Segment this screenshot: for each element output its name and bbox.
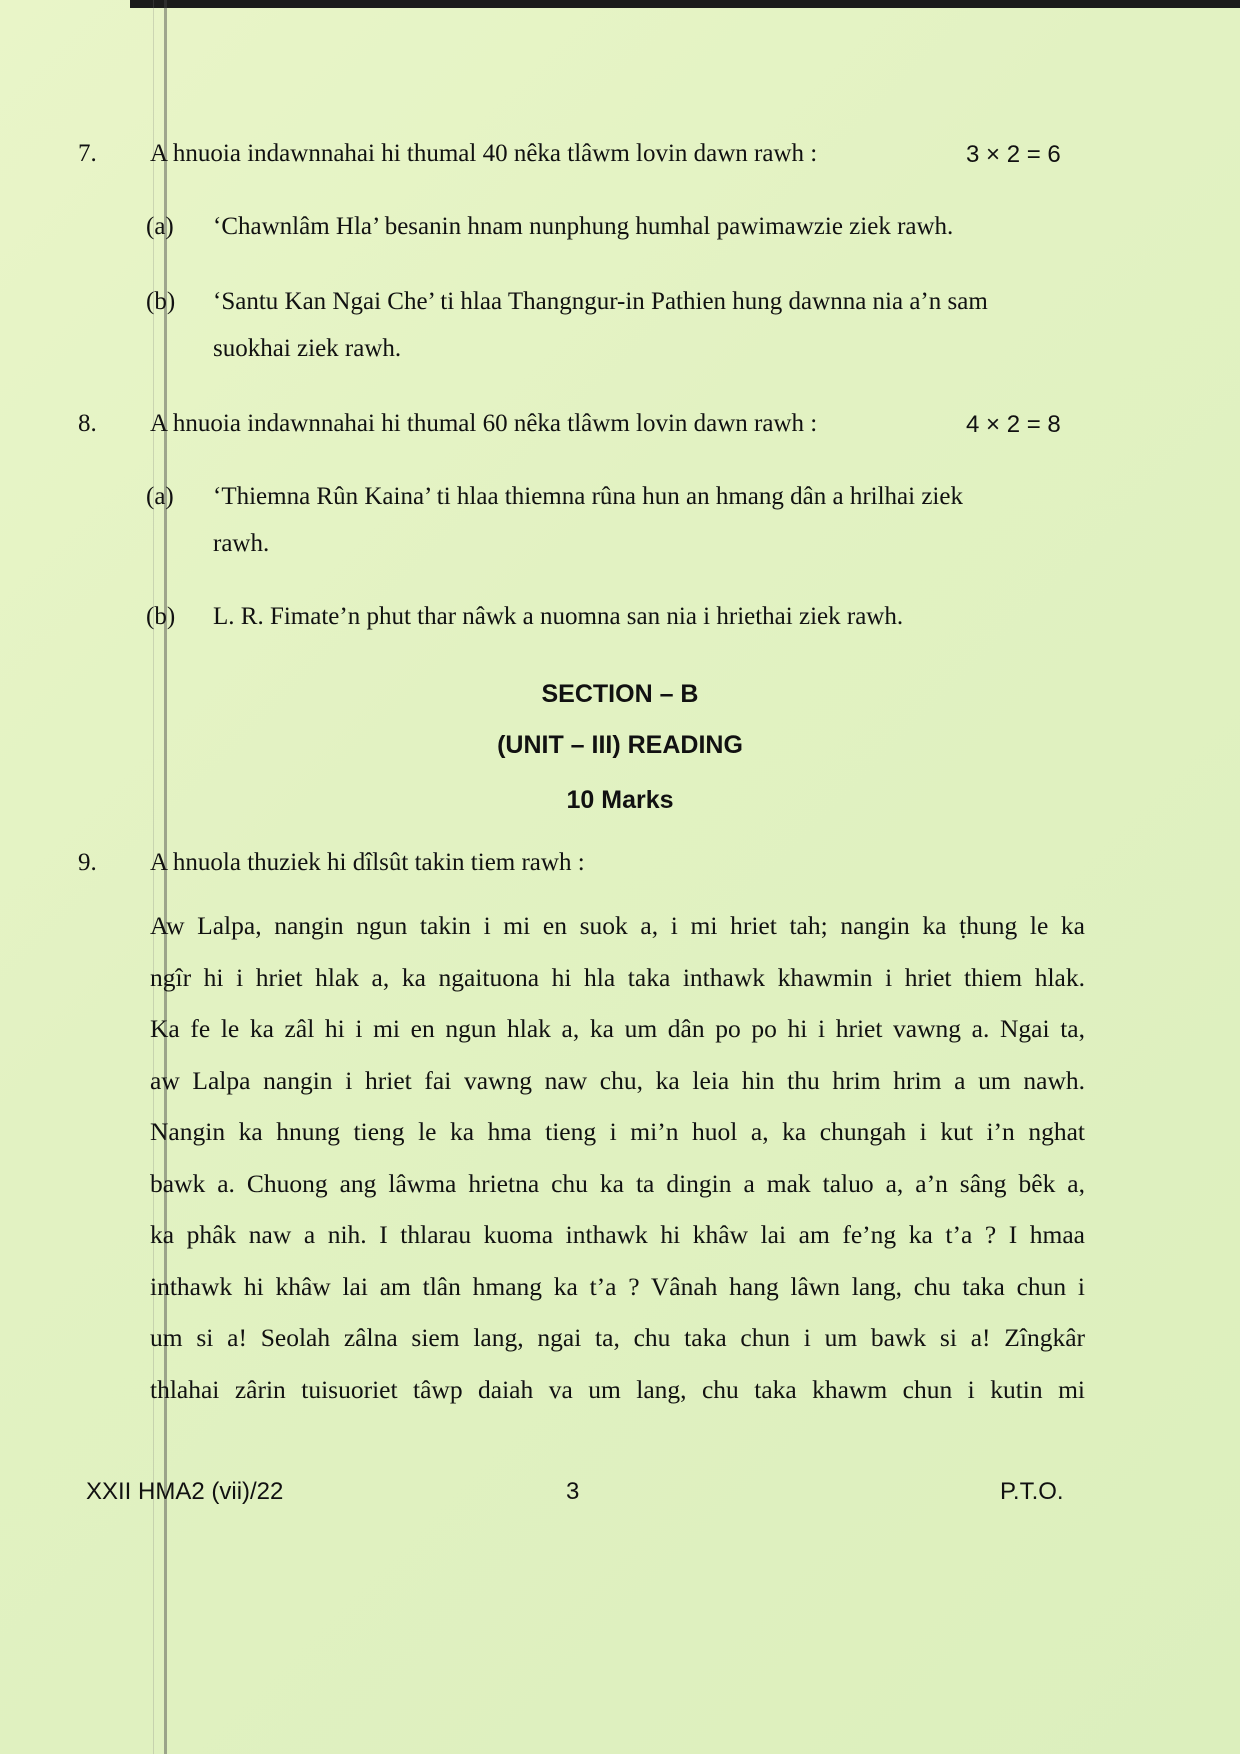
- passage-line: thlahai zârin tuisuoriet tâwp daiah va um lang, chu taka khawm chun i kutin mi: [150, 1374, 1085, 1404]
- passage-line: Aw Lalpa, nangin ngun takin i mi en suok a, i mi hriet tah; nangin ka ṭhung le ka: [150, 911, 1085, 940]
- part-text: ‘Thiemna Rûn Kaina’ ti hlaa thiemna rûna hun an hmang dân a hrilhai ziek: [213, 483, 963, 510]
- question-instruction: A hnuola thuziek hi dîlsût takin tiem rawh :: [150, 849, 585, 876]
- question-number: 8.: [78, 410, 97, 437]
- passage-line: ka phâk naw a nih. I thlarau kuoma inthawk hi khâw lai am fe’ng ka t’a ? I hmaa: [150, 1220, 1085, 1249]
- passage-line: bawk a. Chuong ang lâwma hrietna chu ka ta dingin a mak taluo a, a’n sâng bêk a,: [150, 1168, 1085, 1198]
- part-letter: (b): [146, 288, 176, 315]
- section-title: SECTION – B: [541, 680, 699, 708]
- part-text: L. R. Fimate’n phut thar nâwk a nuomna san nia i hriethai ziek rawh.: [213, 603, 904, 630]
- page-number: 3: [566, 1478, 580, 1505]
- top-border-line: [130, 0, 1240, 8]
- question-number: 9.: [78, 849, 97, 876]
- reading-passage: [150, 900, 1085, 1415]
- part-text: rawh.: [213, 530, 270, 557]
- question-marks: 3 × 2 = 6: [966, 141, 1061, 168]
- section-marks: 10 Marks: [566, 786, 674, 814]
- part-letter: (a): [146, 213, 174, 240]
- passage-line: Nangin ka hnung tieng le ka hma tieng i mi’n huol a, ka chungah i kut i’n nghat: [150, 1117, 1085, 1146]
- passage-line: aw Lalpa nangin i hriet fai vawng naw chu, ka leia hin thu hrim hrim a um nawh.: [150, 1065, 1085, 1095]
- passage-line: ngîr hi i hriet hlak a, ka ngaituona hi hla taka inthawk khawmin i hriet thiem hlak.: [150, 962, 1085, 992]
- part-text: suokhai ziek rawh.: [213, 335, 402, 362]
- part-text: ‘Chawnlâm Hla’ besanin hnam nunphung humhal pawimawzie ziek rawh.: [213, 213, 954, 240]
- pto-label: P.T.O.: [1000, 1478, 1064, 1505]
- part-letter: (a): [146, 483, 174, 510]
- unit-title: (UNIT – III) READING: [497, 731, 743, 759]
- question-instruction: A hnuoia indawnnahai hi thumal 60 nêka tlâwm lovin dawn rawh :: [150, 410, 818, 437]
- question-instruction: A hnuoia indawnnahai hi thumal 40 nêka tlâwm lovin dawn rawh :: [150, 140, 818, 167]
- part-letter: (b): [146, 603, 176, 630]
- paper-code: XXII HMA2 (vii)/22: [86, 1478, 284, 1505]
- question-number: 7.: [78, 140, 97, 167]
- passage-line: Ka fe le ka zâl hi i mi en ngun hlak a, ka um dân po po hi i hriet vawng a. Ngai ta,: [150, 1014, 1085, 1043]
- question-marks: 4 × 2 = 8: [966, 411, 1061, 438]
- part-text: ‘Santu Kan Ngai Che’ ti hlaa Thangngur-in Pathien hung dawnna nia a’n sam: [213, 288, 988, 315]
- passage-line: inthawk hi khâw lai am tlân hmang ka t’a ? Vânah hang lâwn lang, chu taka chun i: [150, 1271, 1085, 1301]
- passage-line: um si a! Seolah zâlna siem lang, ngai ta, chu taka chun i um bawk si a! Zîngkâr: [150, 1323, 1085, 1352]
